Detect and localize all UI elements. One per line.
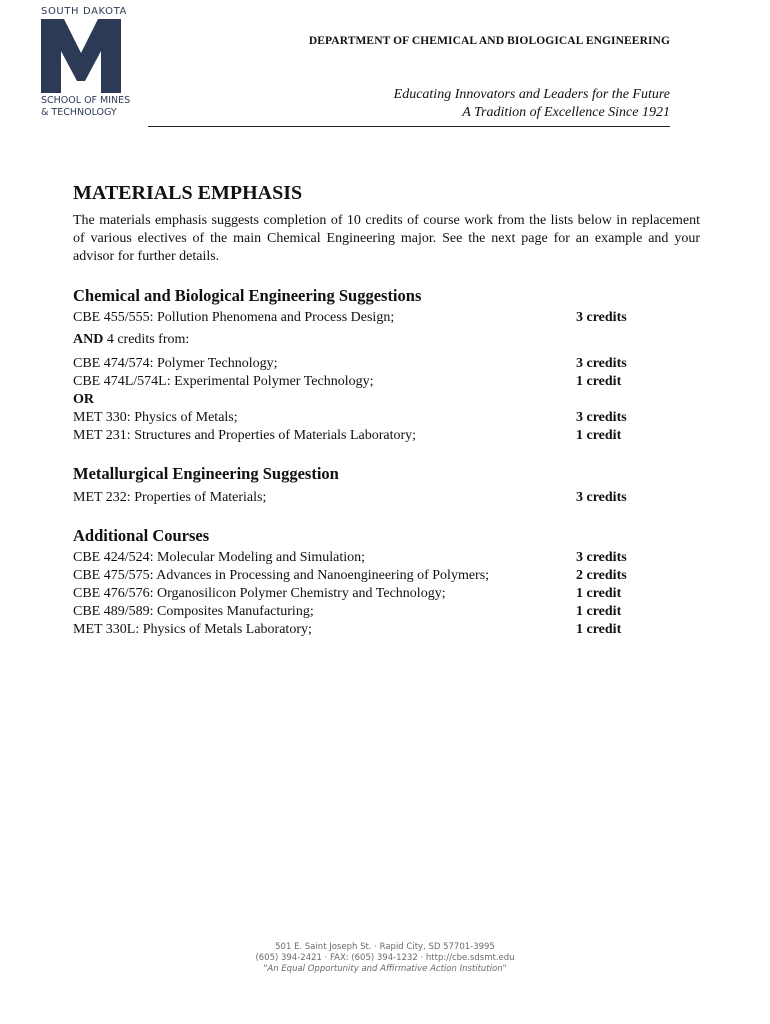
course-credits: 3 credits: [576, 550, 627, 565]
course-credits: 3 credits: [576, 490, 627, 505]
course-row: [73, 549, 700, 567]
course-name: CBE 475/575: Advances in Processing and Nanoengineering of Polymers;: [73, 568, 490, 583]
course-row: [73, 603, 700, 621]
page-title: MATERIALS EMPHASIS: [73, 182, 303, 204]
cbe-section-heading: Chemical and Biological Engineering Suggestions: [73, 286, 422, 305]
course-row: [73, 489, 700, 507]
logo-top-text: SOUTH DAKOTA: [41, 6, 127, 17]
footer-address: 501 E. Saint Joseph St. · Rapid City, SD 57701-3995: [275, 942, 495, 952]
and-rest-text: 4 credits from:: [103, 332, 190, 347]
course-credits: 3 credits: [576, 356, 627, 371]
course-name: CBE 474/574: Polymer Technology;: [73, 356, 278, 371]
main-content: [73, 180, 700, 639]
m-logo-icon: [41, 19, 121, 93]
course-row: [73, 567, 700, 585]
course-name: MET 231: Structures and Properties of Materials Laboratory;: [73, 428, 417, 443]
course-name: MET 330: Physics of Metals;: [73, 410, 238, 425]
course-credits: 1 credit: [576, 374, 622, 389]
course-name: CBE 489/589: Composites Manufacturing;: [73, 604, 314, 619]
department-heading: DEPARTMENT OF CHEMICAL AND BIOLOGICAL ENGINEERING: [308, 35, 670, 47]
footer-equal-opportunity: "An Equal Opportunity and Affirmative Action Institution": [263, 964, 507, 974]
course-row: [73, 309, 700, 327]
course-row: [73, 355, 700, 373]
course-credits: 2 credits: [576, 568, 627, 583]
course-name: CBE 476/576: Organosilicon Polymer Chemistry and Technology;: [73, 586, 446, 601]
option-b-list: [73, 409, 700, 445]
course-row: [73, 427, 700, 445]
course-row: [73, 585, 700, 603]
additional-section-heading: Additional Courses: [73, 526, 210, 545]
course-credits: 1 credit: [576, 604, 622, 619]
tagline-line-1: Educating Innovators and Leaders for the Future: [393, 87, 670, 102]
course-credits: 1 credit: [576, 586, 622, 601]
course-credits: 1 credit: [576, 622, 622, 637]
course-credits: 1 credit: [576, 428, 622, 443]
tagline: [394, 86, 670, 122]
course-row: [73, 409, 700, 427]
course-credits: 3 credits: [576, 410, 627, 425]
additional-courses-list: [73, 549, 700, 639]
and-credits-note: [73, 331, 700, 349]
page-footer: [0, 942, 770, 975]
course-credits: 3 credits: [576, 310, 627, 325]
logo-line-2: & TECHNOLOGY: [41, 107, 117, 118]
met-section-heading: Metallurgical Engineering Suggestion: [73, 464, 339, 483]
option-a-list: [73, 355, 700, 391]
course-name: MET 330L: Physics of Metals Laboratory;: [73, 622, 312, 637]
course-name: CBE 424/524: Molecular Modeling and Simulation;: [73, 550, 366, 565]
header-divider: [148, 126, 670, 127]
and-word: AND: [73, 332, 104, 347]
school-logo: [41, 6, 141, 119]
logo-line-1: SCHOOL OF MINES: [41, 95, 131, 106]
course-name: CBE 455/555: Pollution Phenomena and Process Design;: [73, 310, 395, 325]
footer-contact: (605) 394-2421 · FAX: (605) 394-1232 · http://cbe.sdsmt.edu: [255, 953, 515, 963]
course-row: [73, 621, 700, 639]
course-name: MET 232: Properties of Materials;: [73, 490, 267, 505]
tagline-line-2: A Tradition of Excellence Since 1921: [462, 105, 670, 120]
or-separator: OR: [73, 392, 94, 407]
intro-paragraph: The materials emphasis suggests completion of 10 credits of course work from the lists below in replacement of various electives of the main Chemical Engineering major. See the next page for an example and your advisor for further details.: [73, 213, 700, 264]
course-name: CBE 474L/574L: Experimental Polymer Technology;: [73, 374, 374, 389]
course-row: [73, 373, 700, 391]
